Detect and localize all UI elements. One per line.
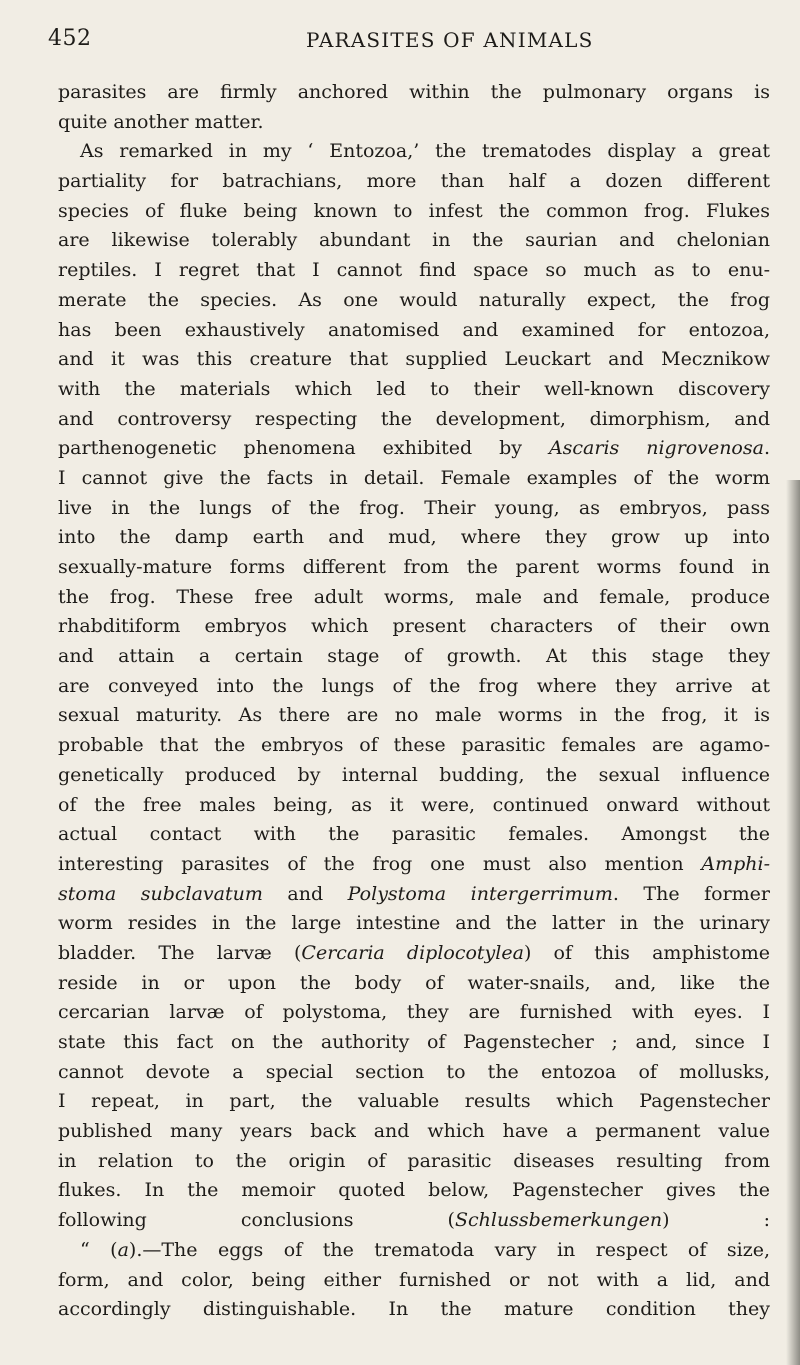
- italic-text-segment: Polystoma intergerrimum: [347, 882, 613, 905]
- running-head: PARASITES OF ANIMALS: [306, 28, 594, 52]
- text-line: [58, 553, 770, 583]
- text-line: [58, 286, 770, 316]
- text-segment: the frog. These free adult worms, male and female, produce: [58, 585, 770, 608]
- italic-text-segment: Cercaria diplocotylea: [301, 941, 524, 964]
- text-line: [58, 137, 770, 167]
- text-line: [58, 791, 770, 821]
- text-line: [58, 434, 770, 464]
- text-line: [58, 1206, 770, 1236]
- page-edge-shadow: [786, 480, 800, 1365]
- text-line: [58, 761, 770, 791]
- text-segment: partiality for batrachians, more than half a dozen different: [58, 170, 770, 193]
- text-segment: merate the species. As one would naturally expect, the frog: [58, 288, 770, 311]
- text-line: [58, 612, 770, 642]
- text-line: [58, 405, 770, 435]
- text-segment: state this fact on the authority of Pagenstecher ; and, since I: [58, 1031, 770, 1053]
- text-line: [58, 820, 770, 850]
- body-text: [58, 78, 770, 1325]
- text-line: [58, 464, 770, 494]
- italic-text-segment: Ascaris nigrovenosa: [548, 437, 764, 460]
- page-header: [48, 26, 770, 62]
- text-segment: live in the lungs of the frog. Their young, as embryos, pass: [58, 496, 770, 519]
- text-segment: cercarian larvæ of polystoma, they are furnished with eyes. I: [58, 1001, 770, 1024]
- text-segment: As remarked in my ‘ Entozoa,’ the trematodes display a great: [80, 140, 770, 163]
- italic-text-segment: Amphi-: [701, 852, 770, 875]
- text-segment: reptiles. I regret that I cannot find space so much as to enu-: [58, 259, 770, 282]
- italic-text-segment: a: [117, 1238, 129, 1261]
- text-line: [58, 256, 770, 286]
- text-line: [58, 167, 770, 197]
- text-segment: flukes. In the memoir quoted below, Pagenstecher gives the: [58, 1179, 770, 1202]
- text-segment: I repeat, in part, the valuable results which Pagenstecher: [58, 1090, 770, 1113]
- italic-text-segment: Schlussbemerkungen: [454, 1209, 663, 1232]
- text-segment: published many years back and which have a permanent value: [58, 1120, 770, 1143]
- text-line: [58, 672, 770, 702]
- text-segment: species of fluke being known to infest the common frog. Flukes: [58, 199, 770, 222]
- text-line: [58, 998, 770, 1028]
- text-line: [58, 642, 770, 672]
- text-line: [58, 1058, 770, 1088]
- text-line: [58, 197, 770, 227]
- text-segment: bladder. The larvæ (: [58, 941, 302, 964]
- text-line: [58, 494, 770, 524]
- text-line: [58, 1087, 770, 1117]
- text-line: [58, 345, 770, 375]
- text-line: [58, 909, 770, 939]
- text-segment: and attain a certain stage of growth. At this stage they: [58, 645, 770, 668]
- text-segment: and it was this creature that supplied Leuckart and Mecznikow: [58, 348, 770, 371]
- text-segment: ) of this amphistome: [523, 941, 771, 964]
- text-segment: actual contact with the parasitic females. Amongst the: [58, 823, 770, 846]
- text-line: [58, 1295, 770, 1325]
- text-line: [58, 316, 770, 346]
- text-segment: are conveyed into the lungs of the frog where they arrive at: [58, 674, 770, 697]
- text-segment: following conclusions (: [58, 1209, 455, 1232]
- text-segment: .: [763, 437, 770, 460]
- text-segment: genetically produced by internal budding, the sexual influence: [58, 763, 770, 786]
- text-line: [58, 850, 770, 880]
- text-segment: probable that the embryos of these parasitic females are agamo-: [58, 734, 770, 757]
- text-segment: I cannot give the facts in detail. Female examples of the worm: [58, 466, 770, 489]
- text-segment: worm resides in the large intestine and the latter in the urinary: [58, 912, 770, 935]
- text-segment: quite another matter.: [58, 110, 264, 133]
- text-line: [58, 731, 770, 761]
- text-segment: and: [262, 882, 348, 905]
- text-segment: . The former: [612, 882, 771, 905]
- text-segment: sexual maturity. As there are no male worms in the frog, it is: [58, 704, 770, 727]
- text-line: [58, 78, 770, 108]
- text-line: [58, 108, 770, 138]
- text-line: [58, 583, 770, 613]
- text-segment: ) :: [662, 1209, 770, 1232]
- text-line: [58, 969, 770, 999]
- text-line: [58, 1117, 770, 1147]
- text-line: [58, 880, 770, 910]
- text-line: [58, 375, 770, 405]
- text-segment: reside in or upon the body of water-snails, and, like the: [58, 971, 770, 994]
- text-segment: has been exhaustively anatomised and examined for entozoa,: [58, 318, 770, 341]
- page-number: 452: [48, 26, 92, 51]
- text-line: [58, 1266, 770, 1296]
- text-line: [58, 523, 770, 553]
- text-segment: in relation to the origin of parasitic diseases resulting from: [58, 1149, 770, 1172]
- text-line: [58, 939, 770, 969]
- text-line: [58, 226, 770, 256]
- text-segment: rhabditiform embryos which present characters of their own: [58, 615, 770, 638]
- text-segment: form, and color, being either furnished or not with a lid, and: [58, 1268, 770, 1291]
- text-line: [58, 1236, 770, 1266]
- text-segment: parasites are firmly anchored within the pulmonary organs is: [58, 81, 770, 103]
- text-line: [58, 1147, 770, 1177]
- text-segment: interesting parasites of the frog one must also mention: [58, 852, 702, 875]
- text-segment: sexually-mature forms different from the parent worms found in: [58, 556, 770, 578]
- text-segment: with the materials which led to their well-known discovery: [58, 377, 770, 400]
- text-line: [58, 1028, 770, 1058]
- text-segment: “ (: [80, 1238, 118, 1261]
- text-line: [58, 701, 770, 731]
- text-segment: of the free males being, as it were, continued onward without: [58, 793, 770, 816]
- text-line: [58, 1176, 770, 1206]
- text-segment: and controversy respecting the development, dimorphism, and: [58, 407, 770, 430]
- italic-text-segment: stoma subclavatum: [58, 882, 263, 905]
- text-segment: into the damp earth and mud, where they grow up into: [58, 526, 770, 549]
- text-segment: cannot devote a special section to the entozoa of mollusks,: [58, 1060, 770, 1083]
- text-segment: accordingly distinguishable. In the mature condition they: [58, 1298, 770, 1321]
- text-segment: are likewise tolerably abundant in the saurian and chelonian: [58, 229, 770, 252]
- text-segment: parthenogenetic phenomena exhibited by: [58, 437, 549, 460]
- text-segment: ).—The eggs of the trematoda vary in respect of size,: [128, 1238, 770, 1261]
